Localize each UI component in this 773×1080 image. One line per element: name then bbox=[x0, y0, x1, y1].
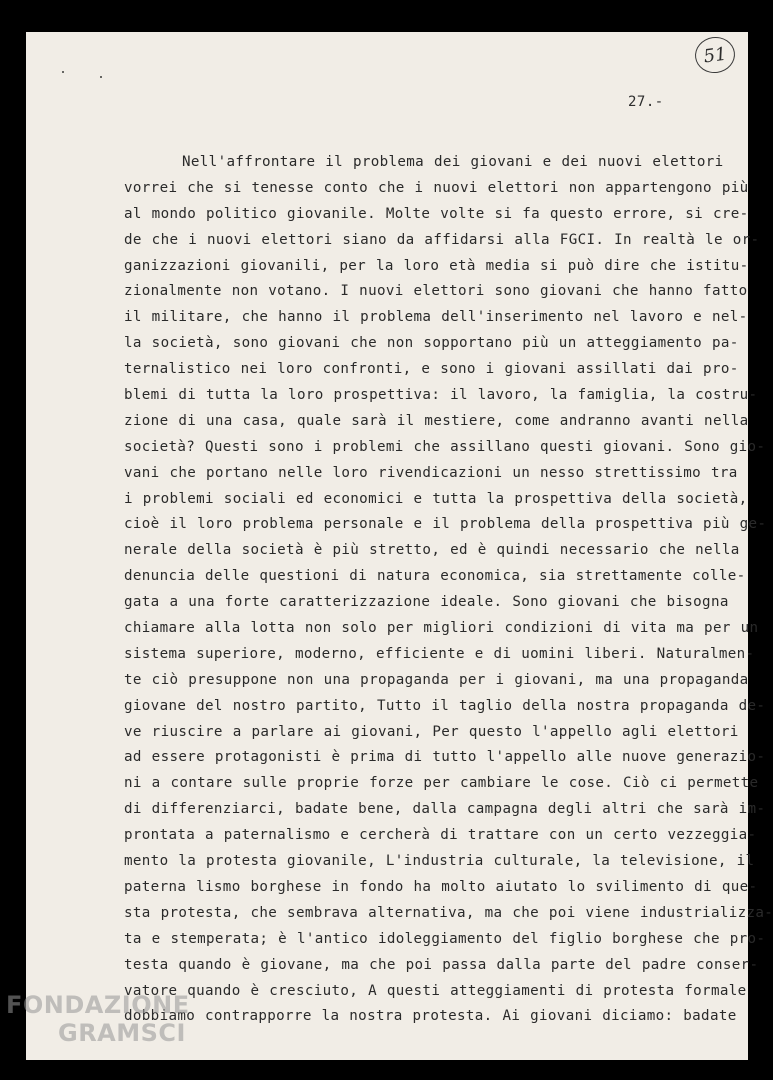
paper-speck bbox=[62, 71, 64, 73]
typed-body-text bbox=[124, 150, 773, 1030]
text-line: prontata a paternalismo e cercherà di trattare con un certo vezzeggia- bbox=[124, 827, 757, 844]
text-line: società? Questi sono i problemi che assillano questi giovani. Sono gio- bbox=[124, 438, 766, 455]
text-line: vorrei che si tenesse conto che i nuovi elettori non appartengono più bbox=[124, 179, 749, 196]
paper-speck bbox=[100, 76, 102, 78]
text-line: Nell'affrontare il problema dei giovani e dei nuovi elettori bbox=[182, 154, 724, 170]
text-line: sta protesta, che sembrava alternativa, ma che poi viene industrializza- bbox=[124, 904, 773, 921]
text-line: gata a una forte caratterizzazione ideale. Sono giovani che bisogna bbox=[124, 594, 729, 611]
text-line: paterna lismo borghese in fondo ha molto aiutato lo svilimento di que- bbox=[124, 878, 758, 895]
fondazione-gramsci-watermark bbox=[6, 993, 190, 1045]
text-line: dobbiamo contrapporre la nostra protesta. Ai giovani diciamo: badate bbox=[124, 1008, 737, 1025]
text-line: ta e stemperata; è l'antico idoleggiamento del figlio borghese che pro- bbox=[124, 930, 766, 947]
text-line: sistema superiore, moderno, efficiente e di uomini liberi. Naturalmen- bbox=[124, 645, 755, 662]
text-line: vani che portano nelle loro rivendicazioni un nesso strettissimo tra bbox=[124, 464, 738, 481]
watermark-line-2: GRAMSCI bbox=[58, 1019, 186, 1047]
text-line: la società, sono giovani che non sopportano più un atteggiamento pa- bbox=[124, 335, 739, 352]
text-line: nerale della società è più stretto, ed è quindi necessario che nella bbox=[124, 542, 740, 559]
text-line: giovane del nostro partito, Tutto il taglio della nostra propaganda de- bbox=[124, 697, 766, 714]
text-line: ve riuscire a parlare ai giovani, Per questo l'appello agli elettori bbox=[124, 723, 739, 740]
archive-stamp-number: 51 bbox=[702, 43, 728, 67]
text-line: ni a contare sulle proprie forze per cambiare le cose. Ciò ci permette bbox=[124, 775, 759, 792]
text-line: al mondo politico giovanile. Molte volte si fa questo errore, si cre- bbox=[124, 205, 749, 222]
text-line: mento la protesta giovanile, L'industria culturale, la televisione, il bbox=[124, 853, 755, 870]
text-line: di differenziarci, badate bene, dalla campagna degli altri che sarà im- bbox=[124, 801, 766, 818]
text-line: chiamare alla lotta non solo per migliori condizioni di vita ma per un bbox=[124, 620, 759, 637]
text-line: il militare, che hanno il problema dell'inserimento nel lavoro e nel- bbox=[124, 309, 748, 326]
text-line: ternalistico nei loro confronti, e sono i giovani assillati dai pro- bbox=[124, 361, 739, 378]
text-line: denuncia delle questioni di natura economica, sia strettamente colle- bbox=[124, 568, 746, 585]
page-number: 27.- bbox=[628, 94, 664, 110]
text-line: de che i nuovi elettori siano da affidarsi alla FGCI. In realtà le or- bbox=[124, 231, 760, 248]
watermark-line-1: FONDAZIONE bbox=[6, 991, 190, 1019]
text-line: testa quando è giovane, ma che poi passa dalla parte del padre conser- bbox=[124, 956, 759, 973]
text-line: te ciò presuppone non una propaganda per i giovani, ma una propaganda bbox=[124, 671, 749, 688]
text-line: cioè il loro problema personale e il problema della prospettiva più ge- bbox=[124, 516, 767, 533]
text-line: i problemi sociali ed economici e tutta la prospettiva della società, bbox=[124, 490, 748, 507]
text-line: zionalmente non votano. I nuovi elettori sono giovani che hanno fatto bbox=[124, 283, 748, 300]
text-line: zione di una casa, quale sarà il mestiere, come andranno avanti nella bbox=[124, 412, 749, 429]
text-line: blemi di tutta la loro prospettiva: il lavoro, la famiglia, la costru- bbox=[124, 387, 758, 404]
text-line: ad essere protagonisti è prima di tutto l'appello alle nuove generazio- bbox=[124, 749, 766, 766]
text-line: vatore quando è cresciuto, A questi atteggiamenti di protesta formale bbox=[124, 982, 747, 999]
text-line: ganizzazioni giovanili, per la loro età media si può dire che istitu- bbox=[124, 257, 749, 274]
